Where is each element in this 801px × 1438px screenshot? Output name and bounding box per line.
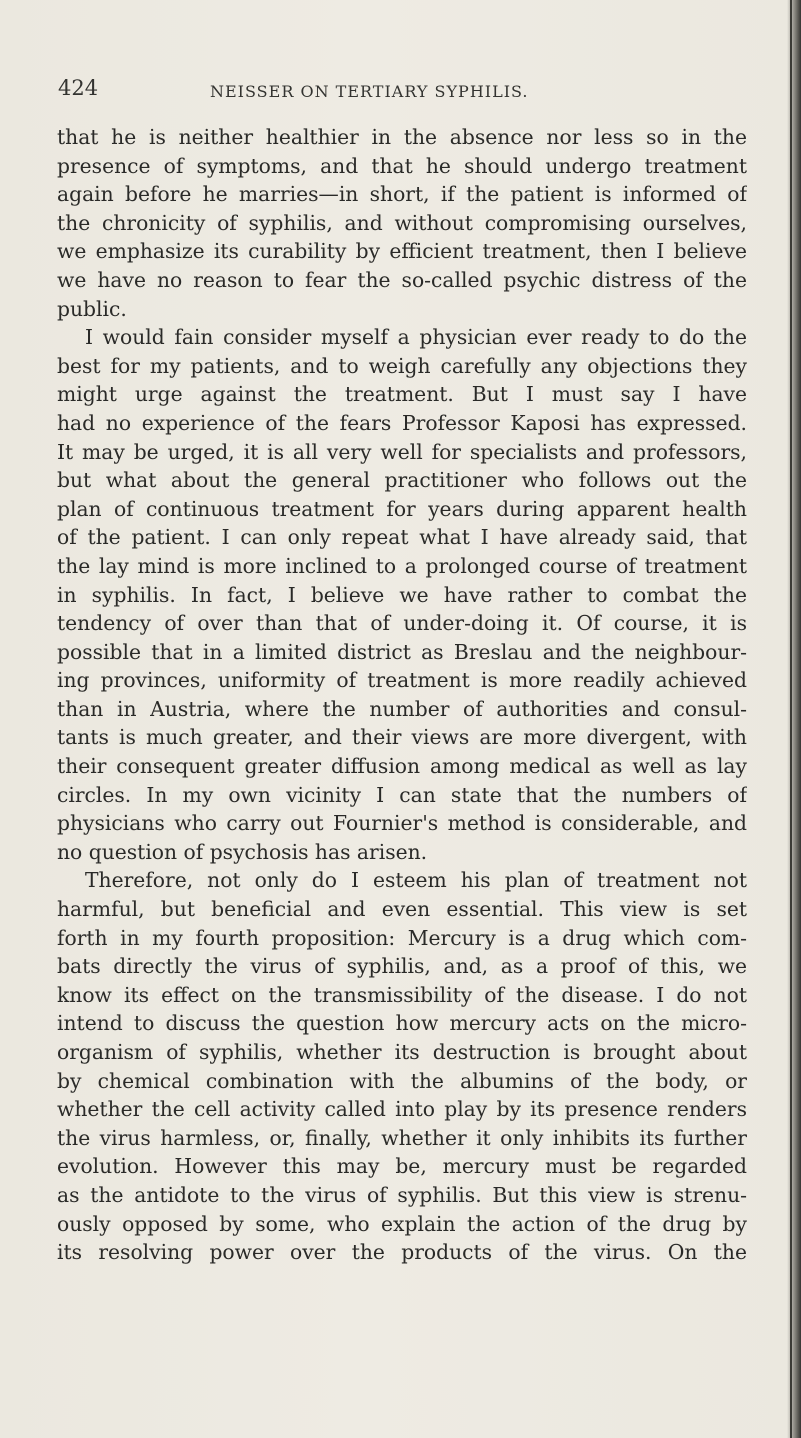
text-line: best for my patients, and to weigh carefully any objections they <box>57 353 747 378</box>
text-line: the virus harmless, or, finally, whether it only inhibits its further <box>57 1125 747 1150</box>
text-line: ously opposed by some, who explain the action of the drug by <box>57 1211 747 1236</box>
text-line: public. <box>57 296 127 321</box>
text-line: again before he marries—in short, if the patient is informed of <box>57 182 747 207</box>
text-line: forth in my fourth proposition: Mercury is a drug which com- <box>57 925 747 950</box>
text-line: its resolving power over the products of the virus. On the <box>57 1240 747 1265</box>
text-line: might urge against the treatment. But I must say I have <box>57 382 747 407</box>
page-edge-line <box>790 0 792 1438</box>
text-line: we emphasize its curability by efficient treatment, then I believe <box>57 239 747 264</box>
text-line: presence of symptoms, and that he should undergo treatment <box>57 153 747 178</box>
text-line: tants is much greater, and their views are more divergent, with <box>57 725 747 750</box>
page-header <box>58 76 738 116</box>
text-line: bats directly the virus of syphilis, and, as a proof of this, we <box>57 954 747 979</box>
text-line: tendency of over than that of under-doing it. Of course, it is <box>57 611 747 636</box>
text-line: we have no reason to fear the so-called psychic distress of the <box>57 267 747 292</box>
text-line: Therefore, not only do I esteem his plan of treatment not <box>85 868 747 893</box>
text-line: of the patient. I can only repeat what I have already said, that <box>57 525 747 550</box>
page-number: 424 <box>58 76 99 100</box>
text-line: It may be urged, it is all very well for specialists and professors, <box>57 439 747 464</box>
text-line: as the antidote to the virus of syphilis. But this view is strenu- <box>57 1182 747 1207</box>
text-line: their consequent greater diffusion among medical as well as lay <box>57 754 747 779</box>
text-line: plan of continuous treatment for years during apparent health <box>57 496 747 521</box>
text-line: that he is neither healthier in the absence nor less so in the <box>57 125 747 149</box>
text-line: evolution. However this may be, mercury must be regarded <box>57 1154 747 1179</box>
text-line: harmful, but beneficial and even essential. This view is set <box>57 897 747 922</box>
text-line: no question of psychosis has arisen. <box>57 839 428 864</box>
text-line: ing provinces, uniformity of treatment is more readily achieved <box>57 668 747 693</box>
text-line: by chemical combination with the albumins of the body, or <box>57 1068 747 1093</box>
body-text <box>57 123 747 1267</box>
text-line: whether the cell activity called into play by its presence renders <box>57 1097 747 1122</box>
text-line: than in Austria, where the number of authorities and consul- <box>57 696 747 721</box>
text-line: physicians who carry out Fournier's method is considerable, and <box>57 811 747 836</box>
text-line: possible that in a limited district as Breslau and the neighbour- <box>57 639 747 664</box>
text-line: I would fain consider myself a physician ever ready to do the <box>85 325 747 350</box>
text-line: intend to discuss the question how mercury acts on the micro- <box>57 1011 747 1036</box>
text-line: had no experience of the fears Professor Kaposi has expressed. <box>57 410 747 435</box>
text-line: know its effect on the transmissibility of the disease. I do not <box>57 982 747 1007</box>
text-line: but what about the general practitioner who follows out the <box>57 468 747 493</box>
running-head: NEISSER ON TERTIARY SYPHILIS. <box>210 82 529 101</box>
text-line: the lay mind is more inclined to a prolonged course of treatment <box>57 553 747 578</box>
text-line: organism of syphilis, whether its destruction is brought about <box>57 1040 747 1064</box>
text-line: the chronicity of syphilis, and without compromising ourselves, <box>57 210 747 235</box>
text-line: circles. In my own vicinity I can state that the numbers of <box>57 782 747 807</box>
text-line: in syphilis. In fact, I believe we have rather to combat the <box>57 582 747 607</box>
